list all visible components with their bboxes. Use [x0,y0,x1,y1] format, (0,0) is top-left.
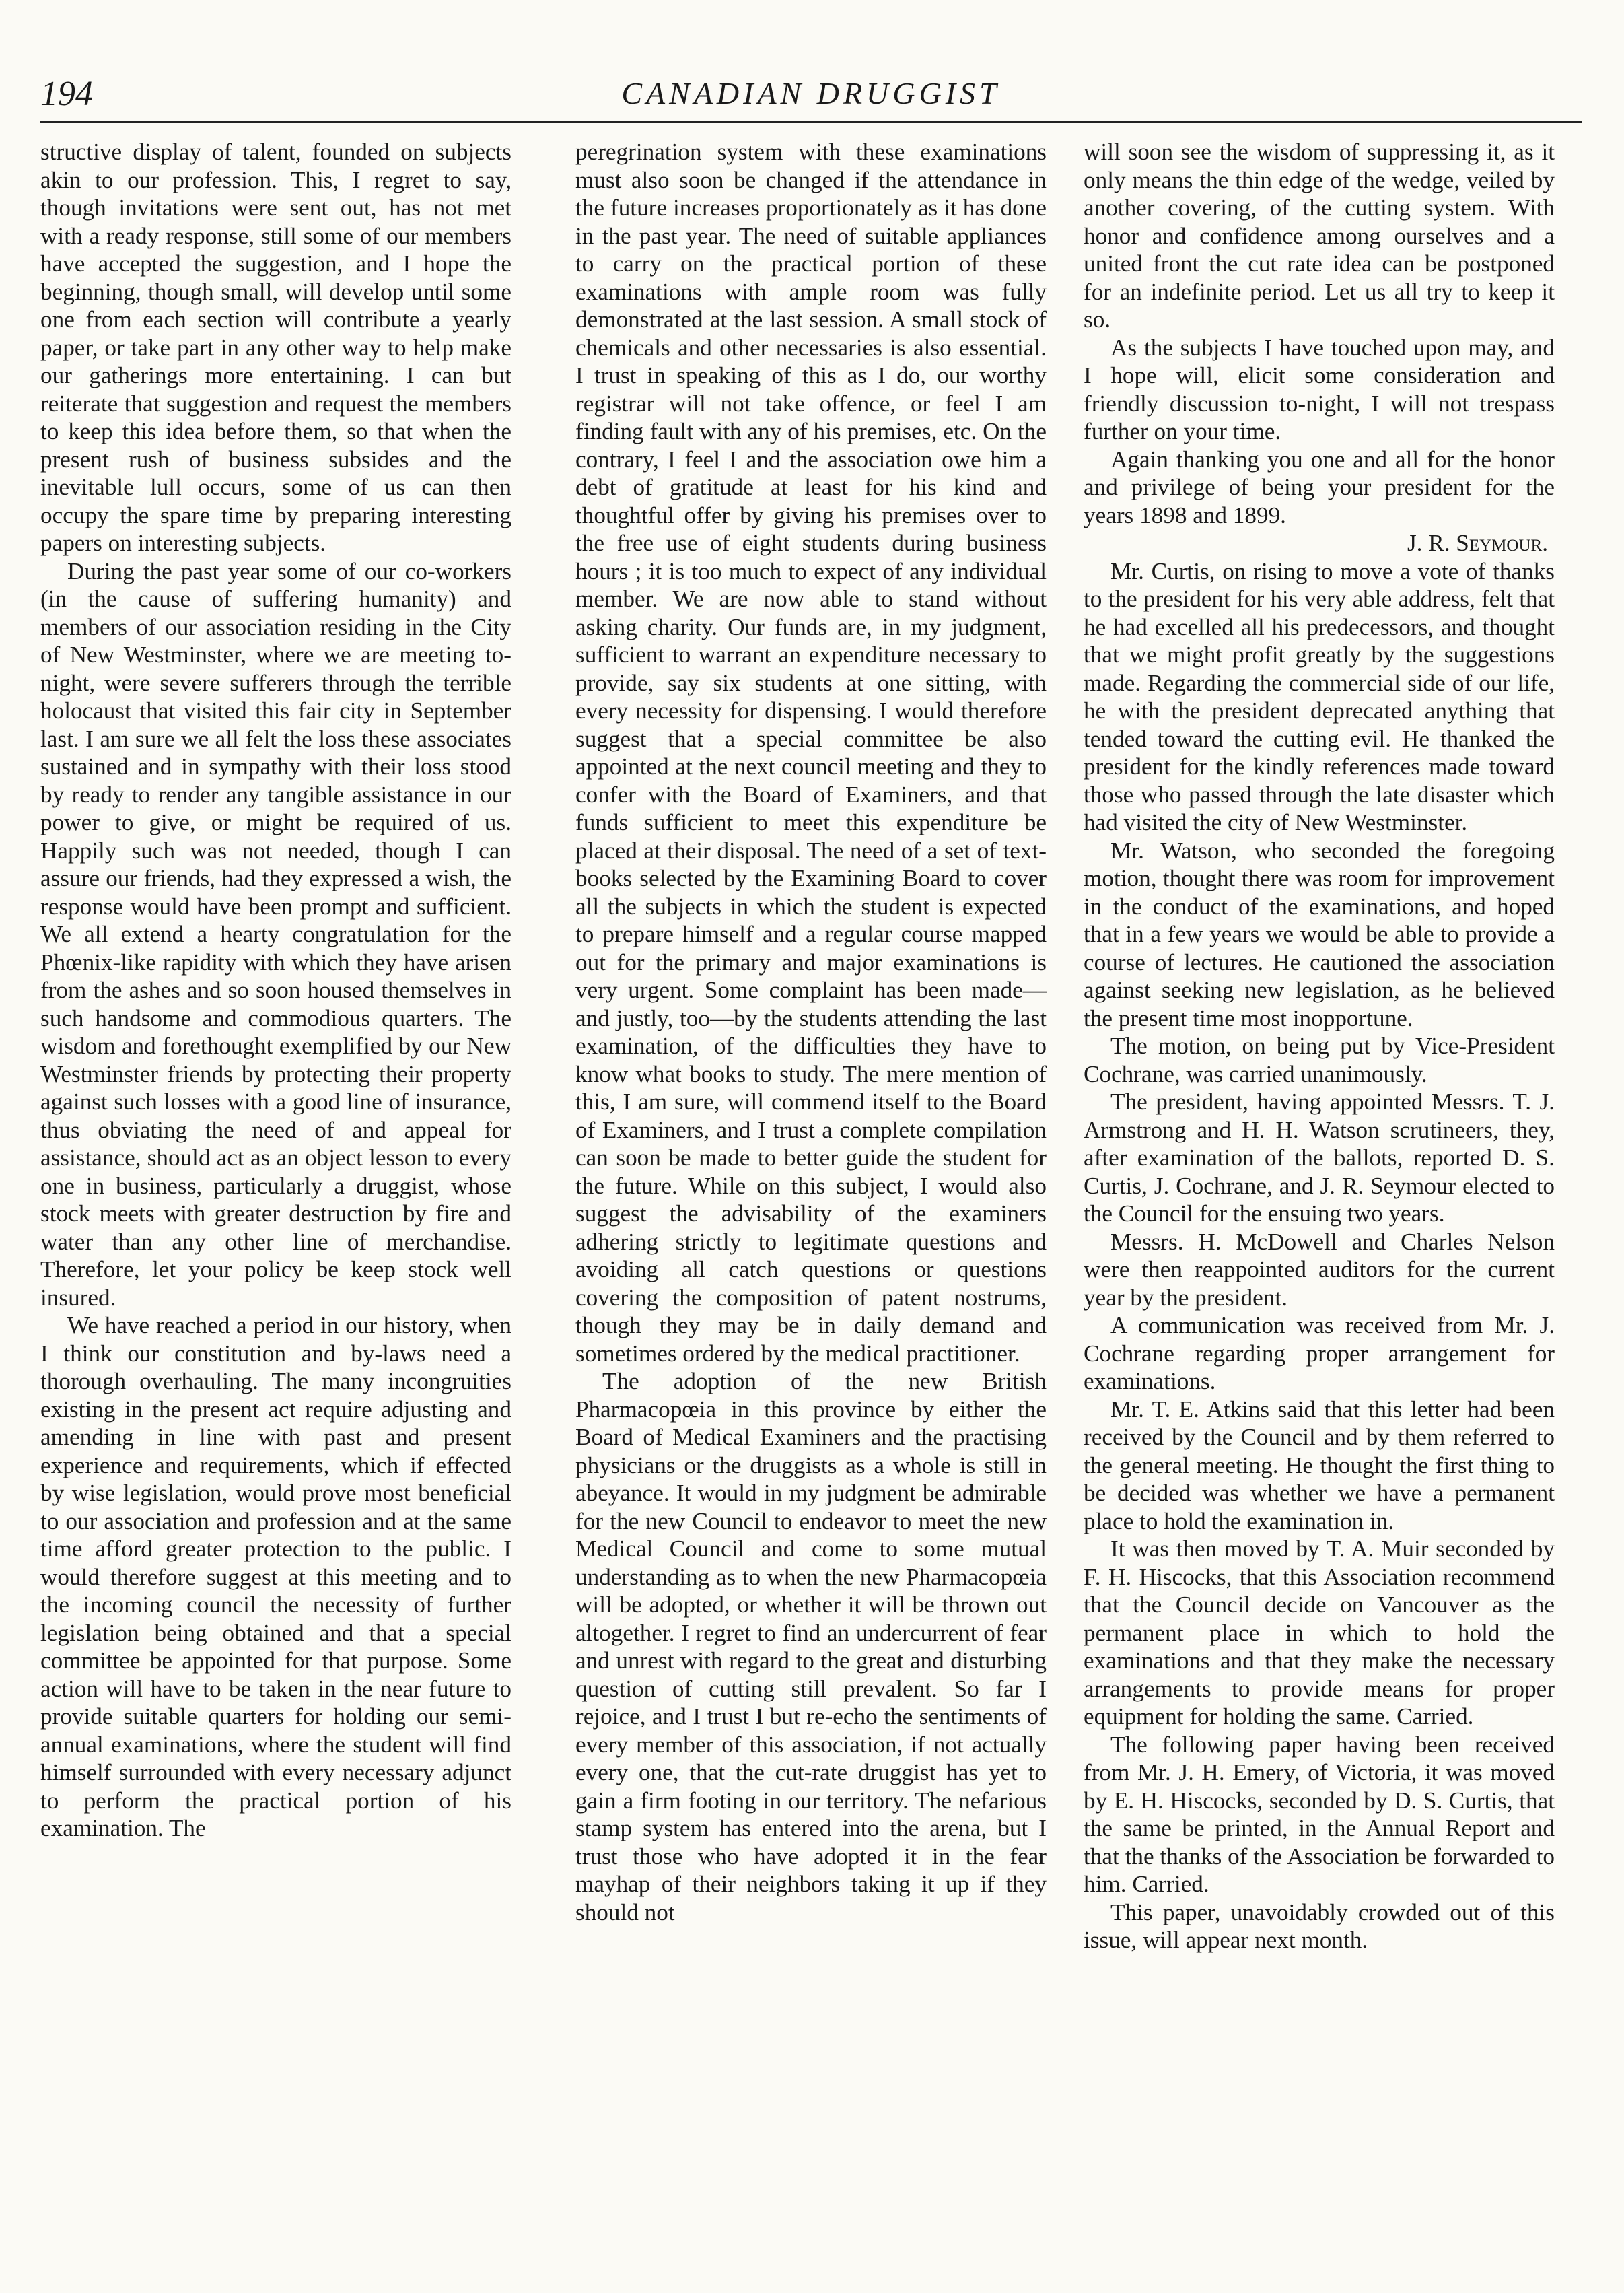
paragraph: This paper, unavoidably crowded out of this issue, will appear next month. [1084,1898,1555,1953]
paragraph: Again thanking you one and all for the honor and privilege of being your president for the years 1898 and 1899. [1084,446,1555,528]
text-column-3 [1084,138,1555,2259]
page-header [40,67,1582,123]
page-number: 194 [40,75,93,113]
paragraph: It was then moved by T. A. Muir seconded by F. H. Hiscocks, that this Association recommend that the Council decide on Vancouver as the permanent place in which to hold the examinations and that they make the necessary arrangements to provide means for proper equipment for holding the same. Carried. [1084,1536,1555,1730]
paragraph: Mr. T. E. Atkins said that this letter had been received by the Council and by them referred to the general meeting. He thought the first thing to be decided was whether we have a permanent place to hold the examination in. [1084,1396,1555,1534]
paragraph: The motion, on being put by Vice-President Cochrane, was carried unanimously. [1084,1033,1555,1087]
paragraph: The president, having appointed Messrs. T. J. Armstrong and H. H. Watson scrutineers, they, after examination of the ballots, reported D. S. Curtis, J. Cochrane, and J. R. Seymour elected to the Council for the ensuing two years. [1084,1089,1555,1227]
paragraph: structive display of talent, founded on subjects akin to our profession. This, I regret to say, though invitations were sent out, has not met with a ready response, still some of our members have accepted the suggestion, and I hope the beginning, though small, will develop until some one from each section will contribute a yearly paper, or take part in any other way to help make our gatherings more entertaining. I can but reiterate that suggestion and request the members to keep this idea before them, so that when the present rush of business subsides and the inevitable lull occurs, some of us can then occupy the spare time by preparing interesting papers on interesting subjects. [40,139,511,556]
paragraph: The following paper having been received from Mr. J. H. Emery, of Victoria, it was moved by E. H. Hiscocks, seconded by D. S. Curtis, that the same be printed, in the Annual Report and that the thanks of the Association be forwarded to him. Carried. [1084,1731,1555,1897]
paragraph: Mr. Watson, who seconded the foregoing motion, thought there was room for improvement in the conduct of the examinations, and hoped that in a few years we would be able to provide a course of lectures. He cautioned the association against seeking new legislation, as he believed the present time most inopportune. [1084,837,1555,1031]
paragraph: peregrination system with these examinations must also soon be changed if the attendance in the future increases proportionately as it has done in the past year. The need of suitable appliances to carry on the practical portion of these examinations with ample room was fully demonstrated at the last session. A small stock of chemicals and other necessaries is also essential. I trust in speaking of this as I do, our worthy registrar will not take offence, or feel I am finding fault with any of his premises, etc. On the contrary, I feel I and the association owe him a debt of gratitude at least for his kind and thoughtful offer by giving his premises over to the free use of eight students during business hours ; it is too much to expect of any individual member. We are now able to stand without asking charity. Our funds are, in my judgment, sufficient to warrant an expenditure necessary to provide, say six students at one sitting, with every necessity for dispensing. I would therefore suggest that a special committee be also appointed at the next council meeting and they to confer with the Board of Examiners, and that funds sufficient to meet this expenditure be placed at their disposal. The need of a set of text-books selected by the Examining Board to cover all the subjects in which the student is expected to prepare himself and a regular course mapped out for the primary and major examinations is very urgent. Some complaint has been made—and justly, too—by the students attending the last examination, of the difficulties they have to know what books to study. The mere mention of this, I am sure, will commend itself to the Board of Examiners, and I trust a complete compilation can soon be made to better guide the student for the future. While on this subject, I would also suggest the advisability of the examiners adhering strictly to legitimate questions and avoiding all catch questions or questions covering the composition of patent nostrums, though they may be in daily demand and sometimes ordered by the medical practitioner. [575,139,1047,1367]
paragraph: The adoption of the new British Pharmacopœia in this province by either the Board of Medical Examiners and the practising physicians or the druggists as a whole is still in abeyance. It would in my judgment be admirable for the new Council to endeavor to meet the new Medical Council and come to some mutual understanding as to when the new Pharmacopœia will be adopted, or whether it will be thrown out altogether. I regret to find an undercurrent of fear and unrest with regard to the great and disturbing question of cutting still prevalent. So far I rejoice, and I trust I but re-echo the sentiments of every member of this association, if not actually every one, that the cut-rate druggist has yet to gain a firm footing in our territory. The nefarious stamp system has entered into the arena, but I trust those who have adopted it in the fear mayhap of their neighbors taking it up if they should not [575,1368,1047,1925]
text-column-2 [575,138,1047,2259]
paragraph: We have reached a period in our history, when I think our constitution and by-laws need a thorough overhauling. The many incongruities existing in the present act require adjusting and amending in line with past and present experience and requirements, which if effected by wise legislation, would prove most beneficial to our association and profession and at the same time afford greater protection to the public. I would therefore suggest at this meeting and to the incoming council the necessity of further legislation being obtained and that a special committee be appointed for that purpose. Some action will have to be taken in the near future to provide suitable quarters for holding our semi-annual examinations, where the student will find himself surrounded with every necessary adjunct to perform the practical portion of his examination. The [40,1312,511,1841]
paragraph: A communication was received from Mr. J. Cochrane regarding proper arrangement for examinations. [1084,1312,1555,1394]
journal-title: CANADIAN DRUGGIST [621,76,1001,110]
text-column-1 [40,138,511,2259]
paragraph: will soon see the wisdom of suppressing it, as it only means the thin edge of the wedge, veiled by another covering, of the cutting system. With honor and confidence among ourselves and a united front the cut rate idea can be postponed for an indefinite period. Let us all try to keep it so. [1084,139,1555,333]
paragraph: During the past year some of our co-workers (in the cause of suffering humanity) and members of our association residing in the City of New Westminster, where we are meeting to-night, were severe sufferers through the terrible holocaust that visited this fair city in September last. I am sure we all felt the loss these associates sustained and in sympathy with their loss stood by ready to render any tangible assistance in our power to give, or might be required of us. Happily such was not needed, though I can assure our friends, had they expressed a wish, the response would have been prompt and sufficient. We all extend a hearty congratulation for the Phœnix-like rapidity with which they have arisen from the ashes and so soon housed themselves in such handsome and commodious quarters. The wisdom and forethought exemplified by our New Westminster friends by protecting their property against such losses with a good line of insurance, thus obviating the need of and appeal for assistance, should act as an object lesson to every one in business, particularly a druggist, whose stock meets with greater destruction by fire and water than any other line of merchandise. Therefore, let your policy be keep stock well insured. [40,557,511,1311]
signature: J. R. Seymour. [1407,530,1548,556]
paragraph: Messrs. H. McDowell and Charles Nelson were then reappointed auditors for the current year by the president. [1084,1228,1555,1311]
paragraph: As the subjects I have touched upon may, and I hope will, elicit some consideration and friendly discussion to-night, I will not trespass further on your time. [1084,334,1555,444]
paragraph: Mr. Curtis, on rising to move a vote of thanks to the president for his very able address, felt that he had excelled all his predecessors, and thought that we might profit greatly by the suggestions made. Regarding the commercial side of our life, he with the president deprecated anything that tended toward the cutting evil. He thanked the president for the kindly references made toward those who passed through the late disaster which had visited the city of New Westminster. [1084,557,1555,835]
